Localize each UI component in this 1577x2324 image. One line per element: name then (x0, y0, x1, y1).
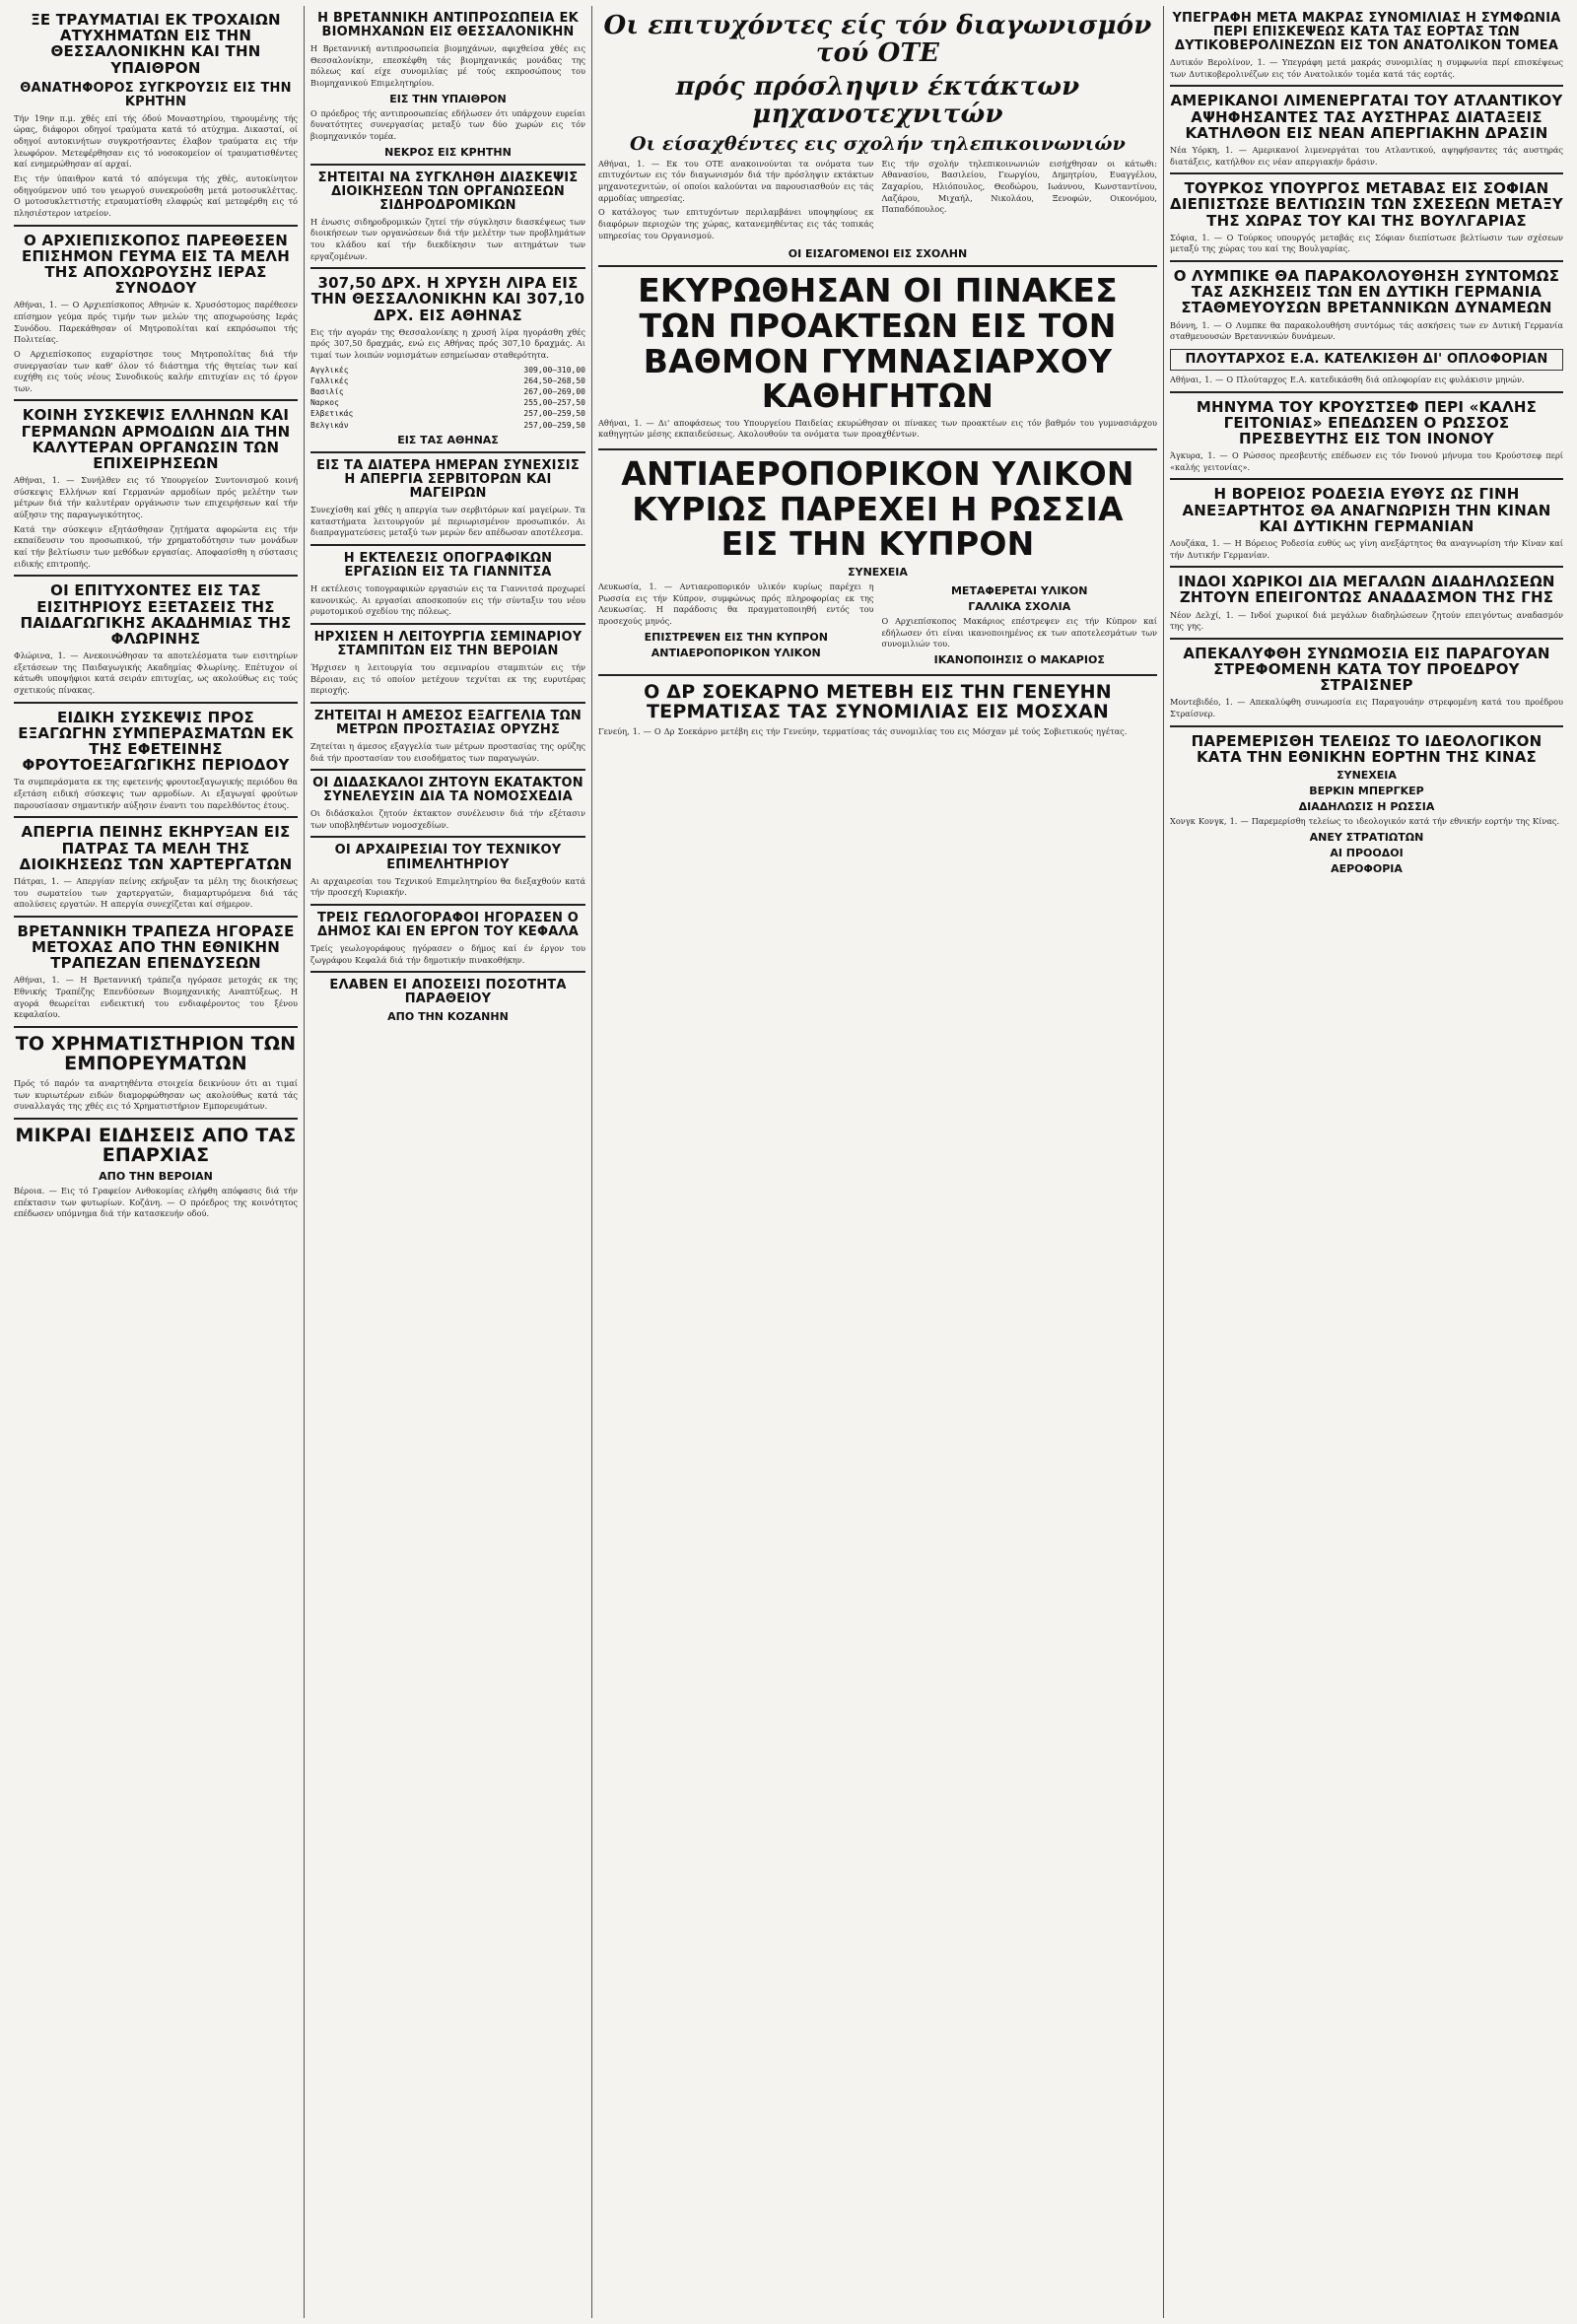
headline-fruit-export: ΕΙΔΙΚΗ ΣΥΣΚΕΨΙΣ ΠΡΟΣ ΕΞΑΓΩΓΗΝ ΣΥΜΠΕΡΑΣΜΑΤΩΝ ΕΚ ΤΗΣ ΕΦΕΤΕΙΝΗΣ ΦΡΟΥΤΟΕΞΑΓΩΓΙΚΗΣ ΠΕΡΙΟΔΟΥ (18, 708, 294, 775)
article-plutarch-text: Αθήναι, 1. — Ο Πλούταρχος Ε.Α. κατεδικάσθη διά οπλοφορίαν εις φυλάκισιν μηνών. (1170, 374, 1525, 384)
subheading-makarios: ΙΚΑΝΟΠΟΙΗΣΙΣ Ο ΜΑΚΑΡΙΟΣ (933, 652, 1105, 666)
price-value: 264,50—268,50 (523, 376, 585, 385)
subheading-crete-dead: ΝΕΚΡΟΣ ΕΙΣ ΚΡΗΤΗΝ (384, 145, 512, 159)
headline-khrushchev: ΜΗΝΥΜΑ ΤΟΥ ΚΡΟΥΣΤΣΕΦ ΠΕΡΙ «ΚΑΛΗΣ ΓΕΙΤΟΝΙΑΣ» ΕΠΕΔΩΣΕΝ Ο ΡΩΣΣΟΣ ΠΡΕΣΒΕΥΤΗΣ ΕΙΣ ΤΟΝ ΙΝΟΝΟΥ (1196, 397, 1538, 447)
headline-british-delegation: Η ΒΡΕΤΑΝΝΙΚΗ ΑΝΤΙΠΡΟΣΩΠΕΙΑ ΕΚ ΒΙΟΜΗΧΑΝΩΝ ΕΙΣ ΘΕΣΣΑΛΟΝΙΚΗΝ (317, 11, 579, 40)
article-traffic-text-2: Εις τήν ύπαιθρον κατά τό απόγευμα τής χθές, αυτοκίνητον οδηγούμενον υπό του γεωργού συνεκρούσθη μετά μοτοσυκλέττας. Ο μοτοσυκλεττιστής ετραυματίσθη ελαφρώς καί μετεφέρθη εις τό πλησιέστερον ιατρείον. (14, 173, 298, 218)
headline-sukarno: Ο ΔΡ ΣΟΕΚΑΡΝΟ ΜΕΤΕΒΗ ΕΙΣ ΤΗΝ ΓΕΝΕΥΗΝ ΤΕΡΜΑΤΙΣΑΣ ΤΑΣ ΣΥΝΟΜΙΛΙΑΣ ΕΙΣ ΜΟΣΧΑΝ (644, 680, 1112, 723)
headline-technical-chamber: ΟΙ ΑΡΧΑΙΡΕΣΙΑΙ ΤΟΥ ΤΕΧΝΙΚΟΥ ΕΠΙΜΕΛΗΤΗΡΙΟΥ (334, 843, 562, 872)
article-archbishop-text: Αθήναι, 1. — Ο Αρχιεπίσκοπος Αθηνών κ. Χρυσόστομος παρέθεσεν επίσημον γεύμα πρός τιμήν των μελών της αποχωρούσης Ιεράς Συνόδου. Παρεκάθησαν οί Μητροπολίται καί εκπρόσωποι τής Πολιτείας. (14, 300, 298, 345)
headline-plutarch: ΠΛΟΥΤΑΡΧΟΣ Ε.Α. ΚΑΤΕΛΚΙΣΘΗ ΔΙ' ΟΠΛΟΦΟΡΙΑΝ (1170, 349, 1563, 371)
subheading-school: ΟΙ ΕΙΣΑΓΟΜΕΝΟΙ ΕΙΣ ΣΧΟΛΗΝ (788, 247, 968, 261)
article-sukarno-text: Γενεύη, 1. — Ο Δρ Σοεκάρνο μετέβη εις τήν Γενεύην, τερματίσας τάς συνομιλίας του εις Μόσχαν μέ τούς Σοβιετικούς ηγέτας. (598, 725, 1128, 736)
subheading-athens: ΕΙΣ ΤΑΣ ΑΘΗΝΑΣ (397, 433, 499, 446)
article-british-delegation-text: Η Βρεταννική αντιπροσωπεία βιομηχάνων, αφιχθείσα χθές εις Θεσσαλονίκην, επεσκέφθη τάς βιομηχανικάς μονάδας της πόλεως καί είχε συνομιλίας μέ τούς εκπροσώπους του Βιομηχανικού Επιμελητηρίου. (310, 43, 585, 88)
article-lubke-text: Βόννη, 1. — Ο Λυμπκε θα παρακολουθήση συντόμως τάς ασκήσεις των εν Δυτική Γερμανία σταθμευουσών Βρεταννικών δυνάμεων. (1170, 319, 1563, 342)
article-patras-strike-text: Πάτραι, 1. — Απεργίαν πείνης εκήρυξαν τα μέλη της διοικήσεως του σωματείου των χαρτεργατών, διαμαρτυρόμενα διά τάς απολύσεις εργατών. Η απεργία συνεχίζεται καί σήμερον. (14, 875, 298, 910)
ote-text-columns (598, 159, 1157, 244)
article-promotion-text: Αθήναι, 1. — Δι' αποφάσεως του Υπουργείου Παιδείας εκυρώθησαν οι πίνακες των προακτέων εις τόν βαθμόν του γυμνασιάρχου καθηγητών μέσης εκπαιδεύσεως. Ακολουθούν τα ονόματα των προαχθέντων. (598, 417, 1157, 440)
headline-china: ΠΑΡΕΜΕΡΙΣΘΗ ΤΕΛΕΙΩΣ ΤΟ ΙΔΕΟΛΟΓΙΚΟΝ ΚΑΤΑ ΤΗΝ ΕΘΝΙΚΗΝ ΕΟΡΤΗΝ ΤΗΣ ΚΙΝΑΣ (1191, 731, 1543, 766)
subheading-antiaircraft: ΑΝΤΙΑΕΡΟΠΟΡΙΚΟΝ ΥΛΙΚΟΝ (651, 646, 821, 659)
column-2 (304, 6, 591, 2318)
article-india-text: Νέον Δελχί, 1. — Ινδοί χωρικοί διά μεγάλων διαδηλώσεων ζητούν επειγόντως αναδασμόν της γης. (1170, 609, 1563, 632)
article-municipality-text: Τρείς γεωλογοράφους ηγόρασεν ο δήμος καί έν έργον του ζωγράφου Κεφαλά διά τήν δημοτικήν πινακοθήκην. (310, 942, 585, 965)
price-value: 309,00—310,00 (523, 365, 585, 375)
headline-ote-3: Οι είσαχθέντες εις σχολήν τηλεπικοινωνιών (630, 133, 1126, 156)
headline-sulfur: ΕΛΑΒΕΝ ΕΙ ΑΠΟΣΕΙΣΙ ΠΟΣΟΤΗΤΑ ΠΑΡΑΘΕΙΟΥ (329, 978, 567, 1007)
subheading-berkin: ΒΕΡΚΙΝ ΜΠΕΡΓΚΕΡ (1309, 785, 1424, 798)
column-5 (1163, 6, 1569, 2318)
article-greek-german-text-2: Κατά την σύσκεψιν εξητάσθησαν ζητήματα αφορώντα εις τήν εκπαίδευσιν του προσωπικού, τήν χρηματοδότησιν των μονάδων καί τήν βελτίωσιν των μεθόδων εργασίας. Αποφασίσθη η σύστασις ειδικής επιτροπής. (14, 523, 298, 569)
price-value: 257,00—259,50 (523, 409, 585, 419)
article-paraguay-text: Μοντεβιδέο, 1. — Απεκαλύφθη συνωμοσία εις Παραγουάην στρεφομένη κατά του προέδρου Στραίσνερ. (1170, 697, 1563, 719)
article-fruit-export-text: Τα συμπεράσματα εκ της εφετεινής φρουτοεξαγωγικής περιόδου θα εξετάση ειδική σύσκεψις των αρμοδίων. Αι εξαγωγαί φρούτων παρουσίασαν σημαντικήν αύξησιν έναντι του παρελθόντος έτους. (14, 777, 298, 810)
article-makarios-text: Ο Αρχιεπίσκοπος Μακάριος επέστρεψεν εις τήν Κύπρον καί εδήλωσεν ότι είναι ικανοποιημένος εκ των αποτελεσμάτων των συνομιλιών του. (881, 615, 1157, 649)
headline-dockworkers: ΑΜΕΡΙΚΑΝΟΙ ΛΙΜΕΝΕΡΓΑΤΑΙ ΤΟΥ ΑΤΛΑΝΤΙΚΟΥ ΑΨΗΦΗΣΑΝΤΕΣ ΤΑΣ ΑΥΣΤΗΡΑΣ ΔΙΑΤΑΞΕΙΣ ΚΑΤΗΛΘΟΝ ΕΙΣ ΝΕΑΝ ΑΠΕΡΓΙΑΚΗΝ ΔΡΑΣΙΝ (1170, 92, 1563, 142)
headline-india: ΙΝΔΟΙ ΧΩΡΙΚΟΙ ΔΙΑ ΜΕΓΑΛΩΝ ΔΙΑΔΗΛΩΣΕΩΝ ΖΗΤΟΥΝ ΕΠΕΙΓΟΝΤΩΣ ΑΝΑΔΑΣΜΟΝ ΤΗΣ ΓΗΣ (1178, 573, 1555, 607)
headline-topographic: Η ΕΚΤΕΛΕΣΙΣ ΟΠΟΓΡΑΦΙΚΩΝ ΕΡΓΑΣΙΩΝ ΕΙΣ ΤΑ ΓΙΑΝΝΙΤΣΑ (343, 550, 553, 580)
subheading-demonstration: ΔΙΑΔΗΛΩΣΙΣ Η ΡΩΣΣΙΑ (1298, 800, 1435, 814)
article-ote-school-text: Εις τήν σχολήν τηλεπικοινωνιών εισήχθησαν οι κάτωθι: Αθανασίου, Βασιλείου, Γεωργίου, Δημητρίου, Ευαγγέλου, Ζαχαρίου, Ηλιόπουλος, Θεοδώρου, Ιωάννου, Κωνσταντίνου, Λαζάρου, Μιχαήλ, Νικολάου, Ξενοφών, Οικονόμου, Παπαδόπουλος. (881, 158, 1157, 215)
headline-turkish-minister: ΤΟΥΡΚΟΣ ΥΠΟΥΡΓΟΣ ΜΕΤΑΒΑΣ ΕΙΣ ΣΟΦΙΑΝ ΔΙΕΠΙΣΤΩΣΕ ΒΕΛΤΙΩΣΙΝ ΤΩΝ ΣΧΕΣΕΩΝ ΜΕΤΑΞΥ ΤΗΣ ΧΩΡΑΣ ΤΟΥ ΚΑΙ ΤΗΣ ΒΟΥΛΓΑΡΙΑΣ (1170, 179, 1563, 230)
article-topographic-text: Η εκτέλεσις τοπογραφικών εργασιών εις τα Γιαννιτσά προχωρεί κανονικώς. Αι εργασίαι αποσκοπούν εις τήν σύνταξιν του νέου ρυμοτομικού σχεδίου της πόλεως. (310, 582, 585, 617)
article-traffic-text: Τήν 19ην π.μ. χθές επί τής όδού Μοναστηρίου, τηρουμένης τής ώρας, διάφοροι οδηγοί τραύματα κατά τό ατύχημα. Δικασταί, οί οδηγοί αυτοκινήτων συγκροτήσαντες έλαβον τραύματα εις τήν λεωφόρον. Μετεφέρθησαν εις τό νοσοκομείον οί τραυματισθέντες καί ενημερώθησαν αί αρχαί. (14, 112, 298, 170)
subheading-progress: ΑΙ ΠΡΟΟΔΟΙ (1330, 846, 1404, 859)
price-row (310, 397, 585, 408)
headline-british-bank: ΒΡΕΤΑΝΝΙΚΗ ΤΡΑΠΕΖΑ ΗΓΟΡΑΣΕ ΜΕΤΟΧΑΣ ΑΠΟ ΤΗΝ ΕΘΝΙΚΗΝ ΤΡΑΠΕΖΑΝ ΕΠΕΝΔΥΣΕΩΝ (17, 922, 295, 973)
subheading-no-soldiers: ΑΝΕΥ ΣΤΡΑΤΙΩΤΩΝ (1309, 830, 1424, 844)
article-archbishop-text-2: Ο Αρχιεπίσκοπος ευχαρίστησε τους Μητροπολίτας διά τήν συνεργασίαν των καθ' όλον τό διάστημα τής θητείας των καί ευχήθη εις τούς νέους Συνοδικούς καλήν επιτυχίαν εις τό έργον των. (14, 348, 298, 393)
headline-teachers-promotion: ΕΚΥΡΩΘΗΣΑΝ ΟΙ ΠΙΝΑΚΕΣ ΤΩΝ ΠΡΟΑΚΤΕΩΝ ΕΙΣ ΤΟΝ ΒΑΘΜΟΝ ΓΥΜΝΑΣΙΑΡΧΟΥ ΚΑΘΗΓΗΤΩΝ (638, 271, 1118, 416)
subheading-transported: ΜΕΤΑΦΕΡΕΤΑΙ ΥΛΙΚΟΝ (950, 583, 1088, 597)
article-rhodesia-text: Λουζάκα, 1. — Η Βόρειος Ροδεσία ευθύς ως γίνη ανεξάρτητος θα αναγνωρίση τήν Κίναν καί τήν Δυτικήν Γερμανίαν. (1170, 537, 1563, 560)
headline-rhodesia: Η ΒΟΡΕΙΟΣ ΡΟΔΕΣΙΑ ΕΥΘΥΣ ΩΣ ΓΙΝΗ ΑΝΕΞΑΡΤΗΤΟΣ ΘΑ ΑΝΑΓΝΩΡΙΣΗ ΤΗΝ ΚΙΝΑΝ ΚΑΙ ΔΥΤΙΚΗΝ ΓΕΡΜΑΝΙΑΝ (1182, 485, 1551, 535)
article-cyprus-text: Λευκωσία, 1. — Αντιαεροπορικόν υλικόν κυρίως παρέχει η Ρωσσία εις τήν Κύπρον, συμφώνως πρός πληροφορίας εκ της Λευκωσίας. Η παράδοσις θα πραγματοποιηθή εντός του προσεχούς μηνός. (598, 581, 874, 626)
price-row (310, 408, 585, 419)
subheading-continuation-2: ΣΥΝΕΧΕΙΑ (1337, 769, 1397, 783)
price-currency: Αγγλικές (310, 365, 349, 375)
article-seminar-text: Ήρχισεν η λειτουργία του σεμιναρίου σταμπιτών εις τήν Βέροιαν, εις τό οποίον μετέχουν τεχνίται εκ της ευρυτέρας περιοχής. (310, 661, 585, 696)
article-khrushchev-text: Άγκυρα, 1. — Ο Ρώσσος πρεσβευτής επέδωσεν εις τόν Ινονού μήνυμα του Κρούστσεφ περί «καλής γειτονίας». (1170, 450, 1563, 472)
price-value: 267,00—269,00 (523, 387, 585, 397)
headline-greek-german: ΚΟΙΝΗ ΣΥΣΚΕΨΙΣ ΕΛΛΗΝΩΝ ΚΑΙ ΓΕΡΜΑΝΩΝ ΑΡΜΟΔΙΩΝ ΔΙΑ ΤΗΝ ΚΑΛΥΤΕΡΑΝ ΟΡΓΑΝΩΣΙΝ ΤΩΝ ΕΠΙΧΕΙΡΗΣΕΩΝ (21, 406, 291, 473)
article-waiters-strike-text: Συνεχίσθη καί χθές η απεργία των σερβιτόρων καί μαγείρων. Τα καταστήματα λειτουργούν μέ περιωρισμένον προσωπικόν. Αι διαπραγματεύσεις μεταξύ των μερών δεν απέδωσαν αποτέλεσμα. (310, 504, 585, 538)
price-currency: Βασιλίς (310, 387, 344, 397)
price-currency: Ναρκος (310, 398, 339, 408)
price-currency: Γαλλικές (310, 376, 349, 385)
article-gold-text: Εις τήν αγοράν της Θεσσαλονίκης η χρυσή λίρα ηγοράσθη χθές πρός 307,50 δραχμάς, ενώ εις Αθήνας πρός 307,10 δραχμάς. Αι τιμαί των λοιπών νομισμάτων εσημείωσαν σταθερότητα. (310, 326, 585, 361)
cyprus-text-columns (598, 581, 1157, 669)
subheading-french: ΓΑΛΛΙΚΑ ΣΧΟΛΙΑ (968, 599, 1071, 613)
column-main (591, 6, 1163, 2318)
headline-waiters-strike: ΕΙΣ ΤΑ ΔΙΑΤΕΡΑ ΗΜΕΡΑΝ ΣΥΝΕΧΙΣΙΣ Η ΑΠΕΡΓΙΑ ΣΕΡΒΙΤΟΡΩΝ ΚΑΙ ΜΑΓΕΙΡΩΝ (316, 457, 580, 501)
article-florina-text: Φλώρινα, 1. — Ανεκοινώθησαν τα αποτελέσματα των εισιτηρίων εξετάσεων της Παιδαγωγικής Ακαδημίας Φλωρίνης. Επέτυχον οί κάτωθι υποψήφιοι κατά σειράν επιτυχίας, ως ακολούθως εις τούς σχετικούς πίνακας. (14, 650, 298, 695)
gold-price-table (310, 365, 585, 431)
subheadline-crete: ΘΑΝΑΤΗΦΟΡΟΣ ΣΥΓΚΡΟΥΣΙΣ ΕΙΣ ΤΗΝ ΚΡΗΤΗΝ (20, 80, 292, 109)
article-provinces-text: Βέροια. — Εις τό Γραφείον Ανθοκομίας ελήφθη απόφασις διά τήν επέκτασιν των φυτωρίων. Κοζάνη. — Ο πρόεδρος της κοινότητος επέδωσεν υπόμνημα διά τήν κατασκευήν οδού. (14, 1185, 298, 1219)
headline-ote-2: πρός πρόσληψιν έκτάκτων μηχανοτεχνιτών (675, 72, 1080, 130)
headline-cyprus-antiaircraft: ΑΝΤΙΑΕΡΟΠΟΡΙΚΟΝ ΥΛΙΚΟΝ ΚΥΡΙΩΣ ΠΑΡΕΧΕΙ Η ΡΩΣΣΙΑ ΕΙΣ ΤΗΝ ΚΥΠΡΟΝ (621, 454, 1134, 564)
article-greek-german-text: Αθήναι, 1. — Συνήλθεν εις τό Υπουργείον Συντονισμού κοινή σύσκεψις Ελλήνων καί Γερμανών αρμοδίων πρός μελέτην των μέτρων διά τήν καλυτέραν οργάνωσιν των επιχειρήσεων καί τήν αύξησιν της παραγωγικότητος. (14, 475, 298, 520)
column-1 (8, 6, 304, 2318)
headline-florina: ΟΙ ΕΠΙΤΥΧΟΝΤΕΣ ΕΙΣ ΤΑΣ ΕΙΣΙΤΗΡΙΟΥΣ ΕΞΕΤΑΣΕΙΣ ΤΗΣ ΠΑΙΔΑΓΩΓΙΚΗΣ ΑΚΑΔΗΜΙΑΣ ΤΗΣ ΦΛΩΡΙΝΗΣ (20, 581, 292, 648)
article-china-text: Χονγκ Κονγκ, 1. — Παρεμερίσθη τελείως το ιδεολογικόν κατά τήν εθνικήν εορτήν της Κίνας. (1170, 816, 1560, 827)
article-berlin-text: Δυτικόν Βερολίνον, 1. — Υπεγράφη μετά μακράς συνομιλίας η συμφωνία περί επισκέψεως των Δυτικοβερολινέζων εις τόν Ανατολικόν τομέα κατά τάς εορτάς. (1170, 57, 1563, 79)
article-ote-text-2: Ο κατάλογος των επιτυχόντων περιλαμβάνει υποψηφίους εκ διαφόρων περιοχών της χώρας, κατανεμηθέντας εις τάς τοπικάς υπηρεσίας του Οργανισμού. (598, 207, 874, 240)
headline-gold-sovereign: 307,50 ΔΡΧ. Η ΧΡΥΣΗ ΛΙΡΑ ΕΙΣ ΤΗΝ ΘΕΣΣΑΛΟΝΙΚΗΝ ΚΑΙ 307,10 ΔΡΧ. ΕΙΣ ΑΘΗΝΑΣ (310, 274, 585, 324)
headline-paraguay: ΑΠΕΚΑΛΥΦΘΗ ΣΥΝΩΜΟΣΙΑ ΕΙΣ ΠΑΡΑΓΟΥΑΝ ΣΤΡΕΦΟΜΕΝΗ ΚΑΤΑ ΤΟΥ ΠΡΟΕΔΡΟΥ ΣΤΡΑΙΣΝΕΡ (1183, 644, 1550, 695)
article-dockworkers-text: Νέα Υόρκη, 1. — Αμερικανοί λιμενεργάται του Ατλαντικού, αψηφήσαντες τάς αυστηράς διατάξεις, κατήλθον εις νέαν απεργιακήν δράσιν. (1170, 144, 1563, 167)
headline-railway: ΣΗΤΕΙΤΑΙ ΝΑ ΣΥΓΚΛΗΘΗ ΔΙΑΣΚΕΨΙΣ ΔΙΟΙΚΗΣΕΩΝ ΤΩΝ ΟΡΓΑΝΩΣΕΩΝ ΣΙΔΗΡΟΔΡΟΜΙΚΩΝ (317, 170, 579, 213)
article-railway-text: Η ένωσις σιδηροδρομικών ζητεί τήν σύγκλησιν διασκέψεως των διοικήσεων των οργανώσεων διά τήν μελέτην των προβλημάτων του κλάδου καί τήν διεκδίκησιν των αιτημάτων των εργαζομένων. (310, 216, 585, 261)
headline-lubke: Ο ΛΥΜΠΙΚΕ ΘΑ ΠΑΡΑΚΟΛΟΥΘΗΣΗ ΣΥΝΤΟΜΩΣ ΤΑΣ ΑΣΚΗΣΕΙΣ ΤΩΝ ΕΝ ΔΥΤΙΚΗ ΓΕΡΜΑΝΙΑ ΣΤΑΘΜΕΥΟΥΣΩΝ ΒΡΕΤΑΝΝΙΚΩΝ ΔΥΝΑΜΕΩΝ (1173, 267, 1560, 317)
headline-seminar: ΗΡΧΙΣΕΝ Η ΛΕΙΤΟΥΡΓΙΑ ΣΕΜΙΝΑΡΙΟΥ ΣΤΑΜΠΙΤΩΝ ΕΙΣ ΤΗΝ ΒΕΡΟΙΑΝ (313, 629, 583, 658)
article-turkish-text: Σόφια, 1. — Ο Τούρκος υπουργός μεταβάς εις Σόφιαν διεπίστωσε βελτίωσιν των σχέσεων μεταξύ της χώρας του καί της Βουλγαρίας. (1170, 232, 1563, 254)
subheading-returned-cyprus: ΕΠΙΣΤΡΕΨΕΝ ΕΙΣ ΤΗΝ ΚΥΠΡΟΝ (644, 630, 828, 644)
price-row (310, 386, 585, 397)
headline-provinces: ΜΙΚΡΑΙ ΕΙΔΗΣΕΙΣ ΑΠΟ ΤΑΣ ΕΠΑΡΧΙΑΣ (15, 1124, 297, 1167)
headline-ote-1: Οι επιτυχόντες είς τόν διαγωνισμόν τού ΟΤΕ (603, 11, 1152, 69)
article-commodity-text: Πρός τό παρόν τα αναρτηθέντα στοιχεία δεικνύουν ότι αι τιμαί των κυριωτέρων ειδών διαμορφώθησαν ως ακολούθως κατά τάς συναλλαγάς της χθές εις τό Χρηματιστήριον Εμπορευμάτων. (14, 1077, 298, 1112)
headline-patras-strike: ΑΠΕΡΓΙΑ ΠΕΙΝΗΣ ΕΚΗΡΥΞΑΝ ΕΙΣ ΠΑΤΡΑΣ ΤΑ ΜΕΛΗ ΤΗΣ ΔΙΟΙΚΗΣΕΩΣ ΤΩΝ ΧΑΡΤΕΡΓΑΤΩΝ (19, 823, 293, 873)
headline-berlin: ΥΠΕΓΡΑΦΗ ΜΕΤΑ ΜΑΚΡΑΣ ΣΥΝΟΜΙΛΙΑΣ Η ΣΥΜΦΩΝΙΑ ΠΕΡΙ ΕΠΙΣΚΕΨΕΩΣ ΚΑΤΑ ΤΑΣ ΕΟΡΤΑΣ ΤΩΝ ΔΥΤΙΚΟΒΕΡΟΛΙΝΕΖΩΝ ΕΙΣ ΤΟΝ ΑΝΑΤΟΛΙΚΟΝ ΤΟΜΕΑ (1172, 11, 1561, 54)
article-british-delegation-text-2: Ο πρόεδρος τής αντιπροσωπείας εδήλωσεν ότι υπάρχουν ευρείαι δυνατότητες συνεργασίας μεταξύ των δύο χωρών εις τόν βιομηχανικόν τομέα. (310, 107, 585, 141)
price-value: 257,00—259,50 (523, 420, 585, 430)
headline-rice: ΖΗΤΕΙΤΑΙ Η ΑΜΕΣΟΣ ΕΞΑΓΓΕΛΙΑ ΤΩΝ ΜΕΤΡΩΝ ΠΡΟΣΤΑΣΙΑΣ ΟΡΥΖΗΣ (314, 708, 582, 737)
price-currency: Βελγικάν (310, 420, 349, 430)
article-teachers-text: Οι διδάσκαλοι ζητούν έκτακτον συνέλευσιν διά τήν εξέτασιν των υποβληθέντων νομοσχεδίων. (310, 808, 585, 830)
price-currency: Ελβετικάς (310, 409, 354, 419)
promotion-text-columns (598, 418, 1157, 444)
headline-teachers: ΟΙ ΔΙΔΑΣΚΑΛΟΙ ΖΗΤΟΥΝ ΕΚΑΤΑΚΤΟΝ ΣΥΝΕΛΕΥΣΙΝ ΔΙΑ ΤΑ ΝΟΜΟΣΧΕΔΙΑ (312, 776, 583, 805)
article-ote-text: Αθήναι, 1. — Εκ του ΟΤΕ ανακοινούνται τα ονόματα των επιτυχόντων εις τόν διαγωνισμόν διά τήν πρόσληψιν εκτάκτων μηχανοτεχνιτών, οί οποίοι καλούνται να παρουσιασθούν εις τάς αρμοδίας υπηρεσίας. (598, 158, 874, 203)
price-row (310, 365, 585, 376)
headline-traffic: ΞΕ ΤΡΑΥΜΑΤΙΑΙ ΕΚ ΤΡΟΧΑΙΩΝ ΑΤΥΧΗΜΑΤΩΝ ΕΙΣ ΤΗΝ ΘΕΣΣΑΛΟΝΙΚΗΝ ΚΑΙ ΤΗΝ ΥΠΑΙΘΡΟΝ (31, 11, 281, 77)
price-row (310, 376, 585, 386)
headline-archbishop: Ο ΑΡΧΙΕΠΙΣΚΟΠΟΣ ΠΑΡΕΘΕΣΕΝ ΕΠΙΣΗΜΟΝ ΓΕΥΜΑ ΕΙΣ ΤΑ ΜΕΛΗ ΤΗΣ ΑΠΟΧΩΡΟΥΣΗΣ ΙΕΡΑΣ ΣΥΝΟΔΟΥ (22, 231, 290, 298)
price-row (310, 420, 585, 431)
article-british-bank-text: Αθήναι, 1. — Η Βρεταννική τράπεζα ηγόρασε μετοχάς εκ της Εθνικής Τραπέζης Επενδύσεων Βιομηχανικής Αναπτύξεως. Η αγορά θεωρείται ενδεικτική του ενδιαφέροντος του ξένου κεφαλαίου. (14, 975, 298, 1020)
headline-municipality: ΤΡΕΙΣ ΓΕΩΛΟΓΟΡΑΦΟΙ ΗΓΟΡΑΣΕΝ Ο ΔΗΜΟΣ ΚΑΙ ΕΝ ΕΡΓΟΝ ΤΟΥ ΚΕΦΑΛΑ (316, 910, 580, 939)
subheading-kozani: ΑΠΟ ΤΗΝ ΚΟΖΑΝΗΝ (387, 1010, 509, 1024)
subheading-aerophoria: ΑΕΡΟΦΟΡΙΑ (1331, 861, 1403, 875)
article-rice-text: Ζητείται η άμεσος εξαγγελία των μέτρων προστασίας της ορύζης διά τήν προστασίαν του εισοδήματος των παραγωγών. (310, 740, 585, 763)
subheading-countryside: ΕΙΣ ΤΗΝ ΥΠΑΙΘΡΟΝ (389, 92, 507, 105)
subheading-continuation: ΣΥΝΕΧΕΙΑ (848, 565, 908, 579)
subheading-veroia: ΑΠΟ ΤΗΝ ΒΕΡΟΙΑΝ (99, 1169, 213, 1183)
price-value: 255,00—257,50 (523, 398, 585, 408)
article-technical-text: Αι αρχαιρεσίαι του Τεχνικού Επιμελητηρίου θα διεξαχθούν κατά τήν προσεχή Κυριακήν. (310, 875, 585, 898)
headline-commodity-exchange: ΤΟ ΧΡΗΜΑΤΙΣΤΗΡΙΟΝ ΤΩΝ ΕΜΠΟΡΕΥΜΑΤΩΝ (15, 1032, 297, 1075)
